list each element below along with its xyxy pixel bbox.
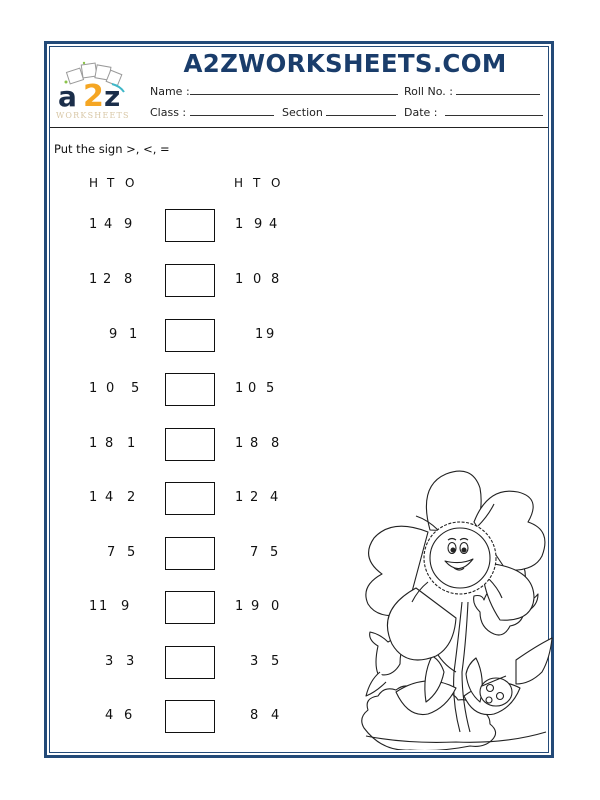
svg-text:2: 2 xyxy=(83,79,104,114)
left-ones: 9 xyxy=(121,599,130,614)
left-hundreds: 1 xyxy=(89,436,98,451)
date-label: Date : xyxy=(404,106,438,119)
left-ones: 3 xyxy=(126,654,135,669)
comparison-row xyxy=(0,209,600,243)
left-tens: 2 xyxy=(103,272,112,287)
left-ones: 8 xyxy=(124,272,133,287)
comparison-row xyxy=(0,428,600,462)
right-tens: 1 xyxy=(255,327,264,342)
class-label: Class : xyxy=(150,106,187,119)
svg-text:WORKSHEETS: WORKSHEETS xyxy=(56,111,130,120)
right-ones: 8 xyxy=(271,272,280,287)
left-tens: 7 xyxy=(107,545,116,560)
right-ones: 5 xyxy=(266,381,275,396)
right-ones: 5 xyxy=(271,654,280,669)
name-blank[interactable] xyxy=(190,84,398,95)
left-ones: 1 xyxy=(127,436,136,451)
left-tens: 4 xyxy=(104,217,113,232)
flower-illustration xyxy=(356,460,556,750)
class-field[interactable] xyxy=(150,105,274,119)
right-ones: 4 xyxy=(270,490,279,505)
comparison-row xyxy=(0,264,600,298)
section-field[interactable] xyxy=(282,105,396,119)
left-ones: 9 xyxy=(124,217,133,232)
answer-box[interactable] xyxy=(165,700,215,733)
right-hundreds: 1 xyxy=(235,599,244,614)
answer-box[interactable] xyxy=(165,209,215,242)
header-divider xyxy=(50,127,548,128)
svg-text:a: a xyxy=(58,80,77,113)
left-tens: 4 xyxy=(105,708,114,723)
answer-box[interactable] xyxy=(165,428,215,461)
ones-heading: O xyxy=(125,176,135,190)
right-tens: 3 xyxy=(250,654,259,669)
right-ones: 0 xyxy=(271,599,280,614)
right-tens: 0 xyxy=(248,381,257,396)
left-ones: 5 xyxy=(127,545,136,560)
right-tens: 8 xyxy=(250,436,259,451)
smiling-flower-icon xyxy=(356,460,556,750)
left-ones: 1 xyxy=(129,327,138,342)
right-ones: 4 xyxy=(269,217,278,232)
instruction-text: Put the sign >, <, = xyxy=(54,142,170,156)
hundreds-heading: H xyxy=(234,176,244,190)
answer-box[interactable] xyxy=(165,591,215,624)
right-tens: 9 xyxy=(251,599,260,614)
answer-box[interactable] xyxy=(165,373,215,406)
hundreds-heading: H xyxy=(89,176,99,190)
right-tens: 8 xyxy=(250,708,259,723)
right-ones: 8 xyxy=(271,436,280,451)
left-hundreds: 1 xyxy=(89,381,98,396)
left-tens: 4 xyxy=(105,490,114,505)
right-tens: 7 xyxy=(250,545,259,560)
left-ones: 5 xyxy=(131,381,140,396)
tens-heading: T xyxy=(107,176,115,190)
right-hundreds: 1 xyxy=(235,272,244,287)
date-blank[interactable] xyxy=(445,105,543,116)
left-ones: 2 xyxy=(127,490,136,505)
date-field[interactable] xyxy=(404,105,543,119)
answer-box[interactable] xyxy=(165,264,215,297)
right-hundreds: 1 xyxy=(235,436,244,451)
name-field[interactable] xyxy=(150,84,398,98)
name-label: Name : xyxy=(150,85,190,98)
roll-number-label: Roll No. : xyxy=(404,85,453,98)
right-ones: 4 xyxy=(271,708,280,723)
site-title: A2ZWORKSHEETS.COM xyxy=(183,49,507,78)
answer-box[interactable] xyxy=(165,319,215,352)
right-ones: 9 xyxy=(266,327,275,342)
tens-heading: T xyxy=(253,176,261,190)
left-tens: 1 xyxy=(99,599,108,614)
right-hundreds: 1 xyxy=(235,217,244,232)
right-tens: 0 xyxy=(253,272,262,287)
comparison-row xyxy=(0,319,600,353)
left-hundreds: 1 xyxy=(89,217,98,232)
left-tens: 3 xyxy=(105,654,114,669)
site-logo xyxy=(54,58,134,120)
roll-number-blank[interactable] xyxy=(456,84,540,95)
right-tens: 9 xyxy=(254,217,263,232)
left-hundreds: 1 xyxy=(89,490,98,505)
answer-box[interactable] xyxy=(165,646,215,679)
right-ones: 5 xyxy=(270,545,279,560)
right-tens: 2 xyxy=(250,490,259,505)
left-hundreds: 1 xyxy=(89,272,98,287)
left-hundreds: 1 xyxy=(89,599,98,614)
roll-number-field[interactable] xyxy=(404,84,540,98)
left-tens: 0 xyxy=(106,381,115,396)
class-blank[interactable] xyxy=(190,105,274,116)
section-blank[interactable] xyxy=(326,105,396,116)
answer-box[interactable] xyxy=(165,537,215,570)
answer-box[interactable] xyxy=(165,482,215,515)
left-tens: 8 xyxy=(105,436,114,451)
ones-heading: O xyxy=(271,176,281,190)
section-label: Section xyxy=(282,106,323,119)
comparison-row xyxy=(0,373,600,407)
svg-text:z: z xyxy=(104,80,121,113)
left-ones: 6 xyxy=(124,708,133,723)
logo-graphic xyxy=(54,58,134,120)
right-hundreds: 1 xyxy=(235,381,244,396)
left-tens: 9 xyxy=(109,327,118,342)
right-hundreds: 1 xyxy=(235,490,244,505)
